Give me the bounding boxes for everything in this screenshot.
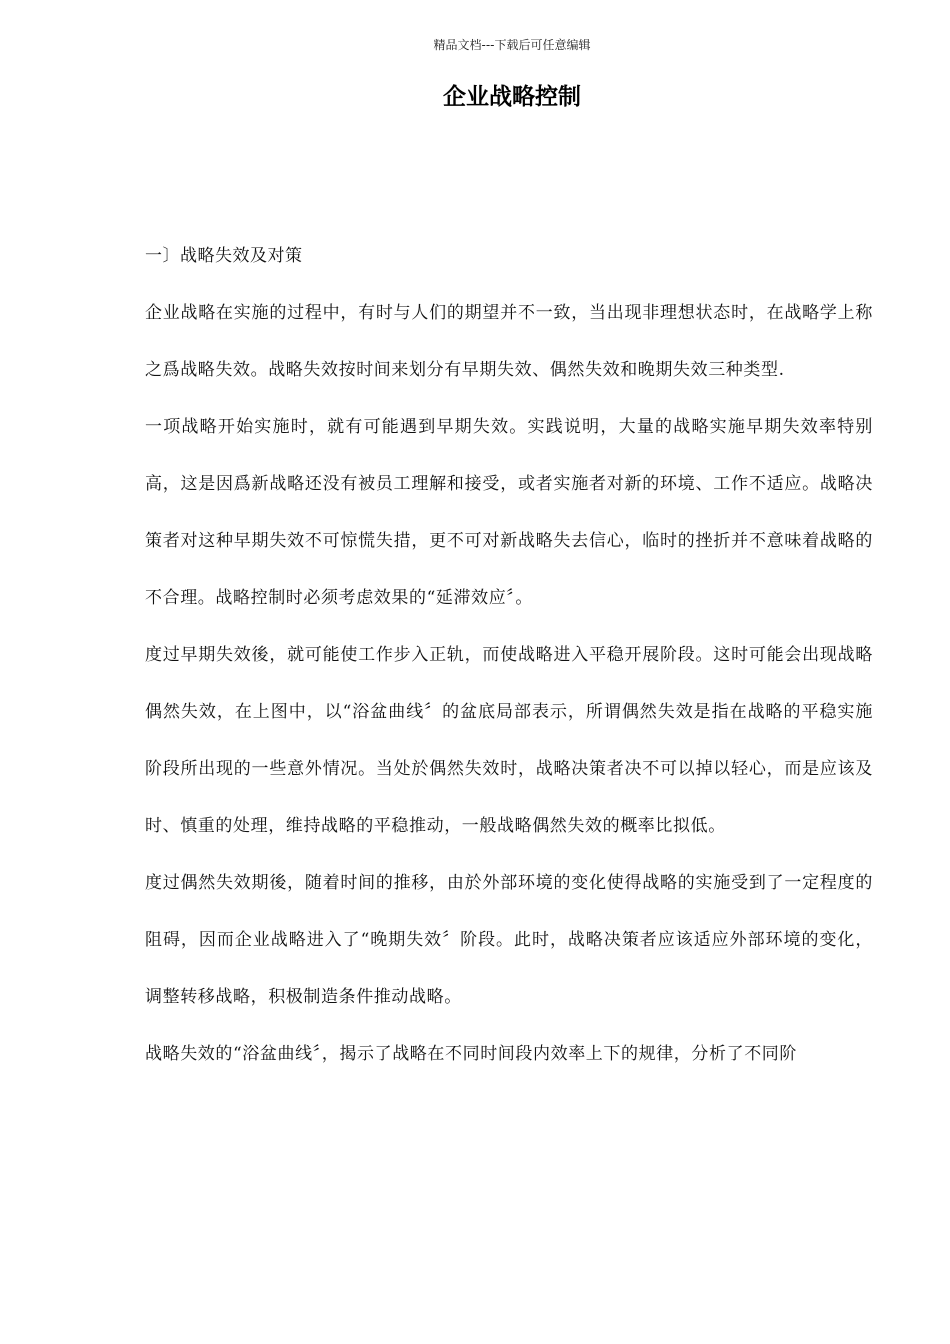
paragraph-2: 一项战略开始实施时，就有可能遇到早期失效。实践说明，大量的战略实施早期失效率特别高，这是因爲新战略还没有被员工理解和接受，或者实施者对新的环境、工作不适应。战略决策者对这种早期失效不可惊慌失措，更不可对新战略失去信心，临时的挫折并不意味着战略的不合理。战略控制时必须考虑效果的“延滞效应〞。	[145, 417, 873, 608]
paragraph-1: 企业战略在实施的过程中，有时与人们的期望并不一致，当出现非理想状态时，在战略学上称之爲战略失效。战略失效按时间来划分有早期失效、偶然失效和晚期失效三种类型.	[145, 303, 873, 380]
paragraph-5: 战略失效的“浴盆曲线〞，揭示了战略在不同时间段内效率上下的规律，分析了不同阶	[145, 1044, 797, 1064]
paragraph-3: 度过早期失效後，就可能使工作步入正轨，而使战略进入平稳开展阶段。这时可能会出现战略偶然失效，在上图中，以“浴盆曲线〞的盆底局部表示，所谓偶然失效是指在战略的平稳实施阶段所出现的一些意外情况。当处於偶然失效时，战略决策者决不可以掉以轻心，而是应该及时、慎重的处理，维持战略的平稳推动，一般战略偶然失效的概率比拟低。	[145, 645, 873, 836]
section-heading: 一〕战略失效及对策	[145, 246, 303, 266]
document-body	[145, 228, 873, 1083]
paragraph-4: 度过偶然失效期後，随着时间的推移，由於外部环境的变化使得战略的实施受到了一定程度的阻碍，因而企业战略进入了“晚期失效〞阶段。此时，战略决策者应该适应外部环境的变化，调整转移战略，积极制造条件推动战略。	[145, 873, 873, 1007]
document-title: 企业战略控制	[443, 84, 581, 110]
page-header: 精品文档---下载后可任意编辑	[433, 38, 591, 52]
